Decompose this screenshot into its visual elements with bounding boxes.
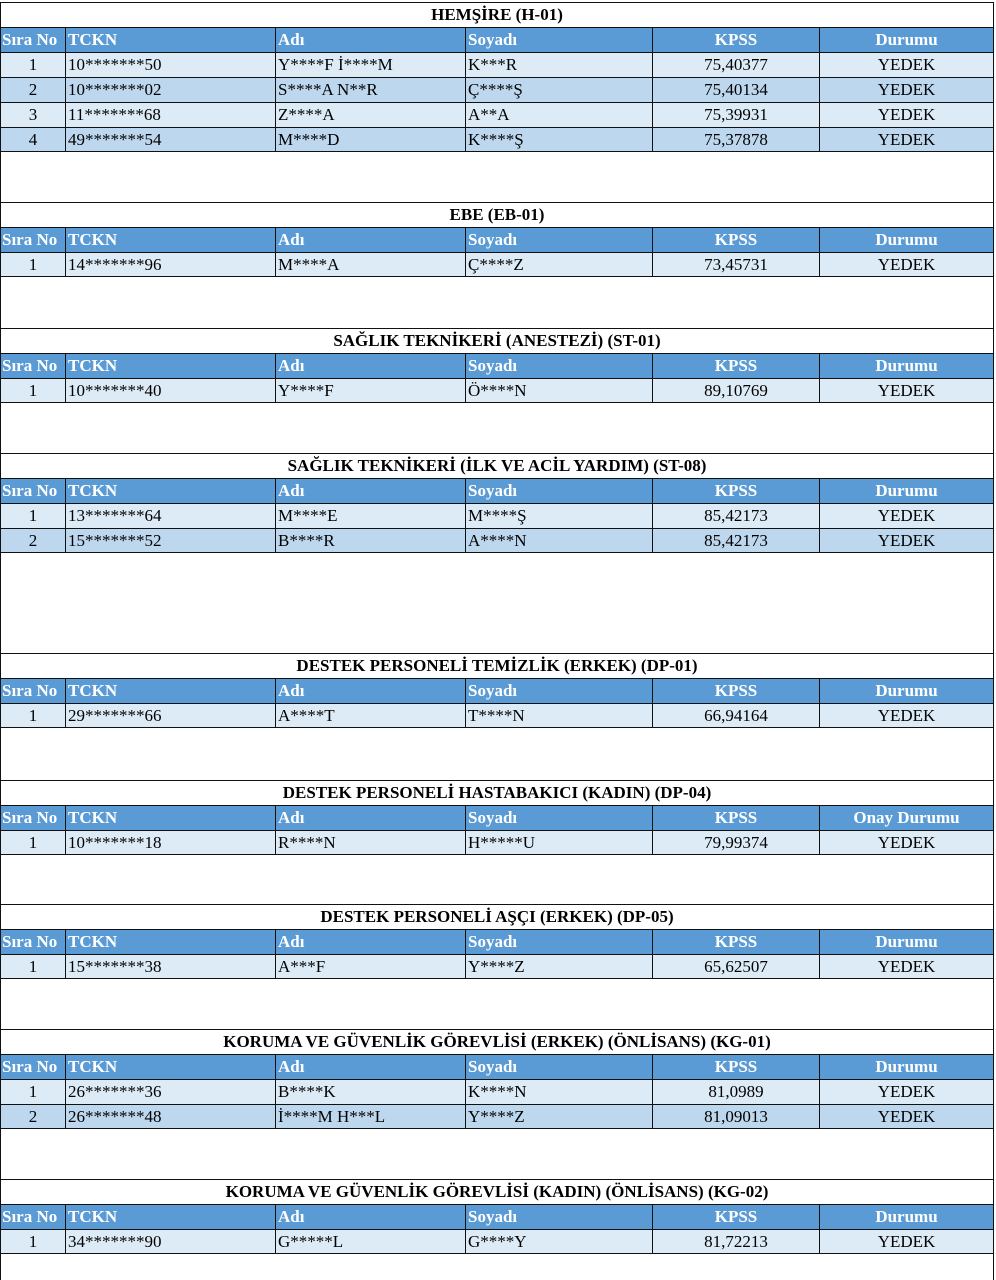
cell-kpss[interactable]: 75,39931: [653, 102, 820, 127]
header-kpss[interactable]: KPSS: [653, 353, 820, 378]
cell-adi[interactable]: İ****M H***L: [276, 1104, 466, 1129]
cell-kpss[interactable]: 81,72213: [653, 1229, 820, 1254]
header-kpss[interactable]: KPSS: [653, 929, 820, 954]
cell-durumu[interactable]: YEDEK: [820, 1079, 994, 1104]
table-header-row: [0, 678, 994, 703]
cell-adi[interactable]: A****T: [276, 703, 466, 728]
header-adi[interactable]: Adı: [276, 353, 466, 378]
table-header-row: [0, 929, 994, 954]
cell-adi[interactable]: B****R: [276, 528, 466, 553]
blank-row: [0, 728, 994, 780]
cell-tckn[interactable]: 15*******52: [66, 528, 276, 553]
blank-row: [0, 553, 994, 653]
cell-kpss[interactable]: 75,37878: [653, 127, 820, 152]
header-soyadi[interactable]: Soyadı: [466, 353, 653, 378]
cell-durumu[interactable]: YEDEK: [820, 954, 994, 979]
table-row: [0, 830, 994, 855]
table-header-row: [0, 27, 994, 52]
header-tckn[interactable]: TCKN: [66, 353, 276, 378]
cell-kpss[interactable]: 75,40377: [653, 52, 820, 77]
cell-soyadi[interactable]: Ç****Ş: [466, 77, 653, 102]
header-sira-no[interactable]: Sıra No: [0, 929, 66, 954]
header-soyadi[interactable]: Soyadı: [466, 929, 653, 954]
cell-sira-no[interactable]: 2: [0, 1104, 66, 1129]
cell-soyadi[interactable]: K***R: [466, 52, 653, 77]
header-soyadi[interactable]: Soyadı: [466, 27, 653, 52]
header-kpss[interactable]: KPSS: [653, 478, 820, 503]
cell-kpss[interactable]: 81,09013: [653, 1104, 820, 1129]
cell-soyadi[interactable]: T****N: [466, 703, 653, 728]
header-tckn[interactable]: TCKN: [66, 478, 276, 503]
cell-durumu[interactable]: YEDEK: [820, 1104, 994, 1129]
header-sira-no[interactable]: Sıra No: [0, 27, 66, 52]
cell-durumu[interactable]: YEDEK: [820, 52, 994, 77]
cell-soyadi[interactable]: Y****Z: [466, 954, 653, 979]
cell-kpss[interactable]: 75,40134: [653, 77, 820, 102]
table-row: [0, 954, 994, 979]
table-row: [0, 1104, 994, 1129]
header-adi[interactable]: Adı: [276, 678, 466, 703]
cell-sira-no[interactable]: 1: [0, 1079, 66, 1104]
cell-durumu[interactable]: YEDEK: [820, 528, 994, 553]
header-tckn[interactable]: TCKN: [66, 929, 276, 954]
cell-tckn[interactable]: 15*******38: [66, 954, 276, 979]
cell-kpss[interactable]: 73,45731: [653, 252, 820, 277]
cell-soyadi[interactable]: Ç****Z: [466, 252, 653, 277]
header-sira-no[interactable]: Sıra No: [0, 353, 66, 378]
header-durumu[interactable]: Durumu: [820, 1054, 994, 1079]
cell-kpss[interactable]: 85,42173: [653, 528, 820, 553]
header-adi[interactable]: Adı: [276, 805, 466, 830]
cell-soyadi[interactable]: K****Ş: [466, 127, 653, 152]
header-soyadi[interactable]: Soyadı: [466, 805, 653, 830]
table-header-row: [0, 1204, 994, 1229]
header-tckn[interactable]: TCKN: [66, 678, 276, 703]
section-title: EBE (EB-01): [0, 202, 994, 227]
cell-adi[interactable]: M****D: [276, 127, 466, 152]
cell-durumu[interactable]: YEDEK: [820, 252, 994, 277]
header-durumu[interactable]: Onay Durumu: [820, 805, 994, 830]
cell-tckn[interactable]: 10*******18: [66, 830, 276, 855]
header-kpss[interactable]: KPSS: [653, 805, 820, 830]
cell-tckn[interactable]: 13*******64: [66, 503, 276, 528]
section-title: KORUMA VE GÜVENLİK GÖREVLİSİ (ERKEK) (ÖNLİSANS) (KG-01): [0, 1029, 994, 1054]
cell-adi[interactable]: Y****F: [276, 378, 466, 403]
header-tckn[interactable]: TCKN: [66, 1204, 276, 1229]
cell-tckn[interactable]: 10*******02: [66, 77, 276, 102]
header-sira-no[interactable]: Sıra No: [0, 227, 66, 252]
cell-sira-no[interactable]: 1: [0, 503, 66, 528]
table-header-row: [0, 227, 994, 252]
section-title: HEMŞİRE (H-01): [0, 2, 994, 27]
blank-row: [0, 1129, 994, 1179]
cell-durumu[interactable]: YEDEK: [820, 378, 994, 403]
cell-soyadi[interactable]: Y****Z: [466, 1104, 653, 1129]
cell-durumu[interactable]: YEDEK: [820, 102, 994, 127]
cell-tckn[interactable]: 10*******50: [66, 52, 276, 77]
cell-tckn[interactable]: 26*******36: [66, 1079, 276, 1104]
blank-row: [0, 855, 994, 904]
cell-sira-no[interactable]: 1: [0, 378, 66, 403]
cell-tckn[interactable]: 26*******48: [66, 1104, 276, 1129]
section-title: KORUMA VE GÜVENLİK GÖREVLİSİ (KADIN) (ÖNLİSANS) (KG-02): [0, 1179, 994, 1204]
header-adi[interactable]: Adı: [276, 1054, 466, 1079]
cell-durumu[interactable]: YEDEK: [820, 703, 994, 728]
table-row: [0, 1079, 994, 1104]
header-kpss[interactable]: KPSS: [653, 1204, 820, 1229]
cell-soyadi[interactable]: G****Y: [466, 1229, 653, 1254]
header-soyadi[interactable]: Soyadı: [466, 1204, 653, 1229]
cell-tckn[interactable]: 11*******68: [66, 102, 276, 127]
header-soyadi[interactable]: Soyadı: [466, 678, 653, 703]
cell-sira-no[interactable]: 1: [0, 1229, 66, 1254]
cell-tckn[interactable]: 49*******54: [66, 127, 276, 152]
blank-row: [0, 277, 994, 328]
cell-durumu[interactable]: YEDEK: [820, 127, 994, 152]
cell-adi[interactable]: R****N: [276, 830, 466, 855]
header-kpss[interactable]: KPSS: [653, 227, 820, 252]
table-row: [0, 378, 994, 403]
table-row: [0, 102, 994, 127]
header-soyadi[interactable]: Soyadı: [466, 478, 653, 503]
header-soyadi[interactable]: Soyadı: [466, 1054, 653, 1079]
cell-adi[interactable]: M****E: [276, 503, 466, 528]
table-row: [0, 503, 994, 528]
cell-kpss[interactable]: 79,99374: [653, 830, 820, 855]
blank-row: [0, 152, 994, 202]
cell-sira-no[interactable]: 1: [0, 830, 66, 855]
header-kpss[interactable]: KPSS: [653, 1054, 820, 1079]
table-header-row: [0, 478, 994, 503]
cell-adi[interactable]: M****A: [276, 252, 466, 277]
cell-adi[interactable]: S****A N**R: [276, 77, 466, 102]
cell-sira-no[interactable]: 2: [0, 528, 66, 553]
cell-sira-no[interactable]: 1: [0, 703, 66, 728]
header-sira-no[interactable]: Sıra No: [0, 805, 66, 830]
cell-kpss[interactable]: 81,0989: [653, 1079, 820, 1104]
header-tckn[interactable]: TCKN: [66, 27, 276, 52]
table-header-row: [0, 1054, 994, 1079]
cell-durumu[interactable]: YEDEK: [820, 77, 994, 102]
cell-soyadi[interactable]: A**A: [466, 102, 653, 127]
header-sira-no[interactable]: Sıra No: [0, 1204, 66, 1229]
cell-tckn[interactable]: 29*******66: [66, 703, 276, 728]
cell-tckn[interactable]: 10*******40: [66, 378, 276, 403]
header-sira-no[interactable]: Sıra No: [0, 678, 66, 703]
section-title: DESTEK PERSONELİ TEMİZLİK (ERKEK) (DP-01): [0, 653, 994, 678]
header-kpss[interactable]: KPSS: [653, 27, 820, 52]
blank-row: [0, 403, 994, 453]
section-title: SAĞLIK TEKNİKERİ (ANESTEZİ) (ST-01): [0, 328, 994, 353]
section-title: SAĞLIK TEKNİKERİ (İLK VE ACİL YARDIM) (ST-08): [0, 453, 994, 478]
cell-adi[interactable]: Y****F İ****M: [276, 52, 466, 77]
header-durumu[interactable]: Durumu: [820, 353, 994, 378]
cell-kpss[interactable]: 89,10769: [653, 378, 820, 403]
header-tckn[interactable]: TCKN: [66, 1054, 276, 1079]
header-durumu[interactable]: Durumu: [820, 27, 994, 52]
cell-durumu[interactable]: YEDEK: [820, 1229, 994, 1254]
cell-adi[interactable]: A***F: [276, 954, 466, 979]
cell-durumu[interactable]: YEDEK: [820, 503, 994, 528]
section-title: DESTEK PERSONELİ AŞÇI (ERKEK) (DP-05): [0, 904, 994, 929]
cell-soyadi[interactable]: K****N: [466, 1079, 653, 1104]
blank-row: [0, 1254, 994, 1280]
cell-sira-no[interactable]: 3: [0, 102, 66, 127]
table-row: [0, 703, 994, 728]
cell-soyadi[interactable]: H*****U: [466, 830, 653, 855]
table-row: [0, 127, 994, 152]
header-adi[interactable]: Adı: [276, 478, 466, 503]
header-durumu[interactable]: Durumu: [820, 929, 994, 954]
cell-soyadi[interactable]: M****Ş: [466, 503, 653, 528]
cell-durumu[interactable]: YEDEK: [820, 830, 994, 855]
cell-soyadi[interactable]: A****N: [466, 528, 653, 553]
cell-soyadi[interactable]: Ö****N: [466, 378, 653, 403]
table-row: [0, 52, 994, 77]
header-tckn[interactable]: TCKN: [66, 227, 276, 252]
table-header-row: [0, 353, 994, 378]
cell-sira-no[interactable]: 1: [0, 252, 66, 277]
cell-adi[interactable]: B****K: [276, 1079, 466, 1104]
header-durumu[interactable]: Durumu: [820, 678, 994, 703]
header-adi[interactable]: Adı: [276, 1204, 466, 1229]
cell-sira-no[interactable]: 4: [0, 127, 66, 152]
cell-kpss[interactable]: 65,62507: [653, 954, 820, 979]
cell-tckn[interactable]: 34*******90: [66, 1229, 276, 1254]
header-adi[interactable]: Adı: [276, 227, 466, 252]
table-row: [0, 528, 994, 553]
header-durumu[interactable]: Durumu: [820, 227, 994, 252]
header-adi[interactable]: Adı: [276, 929, 466, 954]
table-header-row: [0, 805, 994, 830]
cell-sira-no[interactable]: 2: [0, 77, 66, 102]
header-sira-no[interactable]: Sıra No: [0, 1054, 66, 1079]
header-durumu[interactable]: Durumu: [820, 478, 994, 503]
cell-tckn[interactable]: 14*******96: [66, 252, 276, 277]
cell-adi[interactable]: Z****A: [276, 102, 466, 127]
header-durumu[interactable]: Durumu: [820, 1204, 994, 1229]
table-row: [0, 1229, 994, 1254]
table-row: [0, 252, 994, 277]
cell-kpss[interactable]: 85,42173: [653, 503, 820, 528]
header-soyadi[interactable]: Soyadı: [466, 227, 653, 252]
header-adi[interactable]: Adı: [276, 27, 466, 52]
section-title: DESTEK PERSONELİ HASTABAKICI (KADIN) (DP-04): [0, 780, 994, 805]
cell-kpss[interactable]: 66,94164: [653, 703, 820, 728]
header-sira-no[interactable]: Sıra No: [0, 478, 66, 503]
header-tckn[interactable]: TCKN: [66, 805, 276, 830]
cell-sira-no[interactable]: 1: [0, 954, 66, 979]
blank-row: [0, 979, 994, 1029]
cell-sira-no[interactable]: 1: [0, 52, 66, 77]
header-kpss[interactable]: KPSS: [653, 678, 820, 703]
table-row: [0, 77, 994, 102]
cell-adi[interactable]: G*****L: [276, 1229, 466, 1254]
